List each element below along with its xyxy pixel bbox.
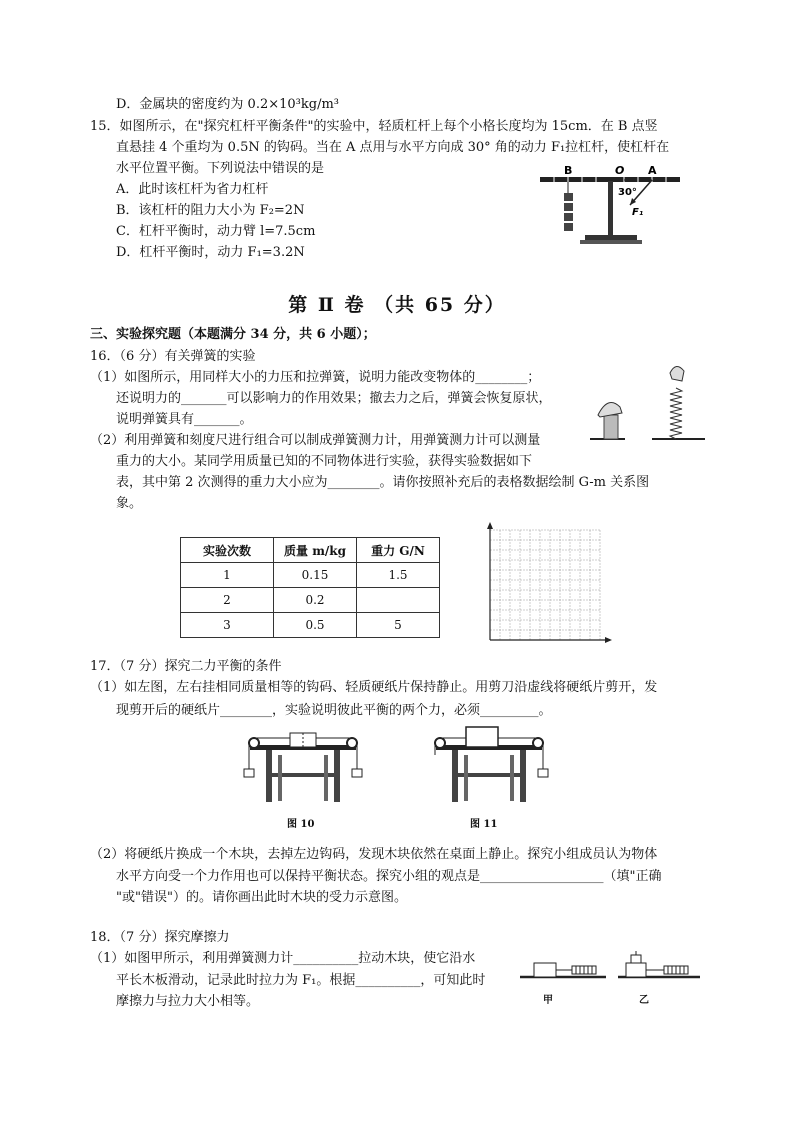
table-cell: 2 (181, 588, 274, 613)
q18-p1-line1: （1）如图甲所示，利用弹簧测力计__________拉动木块，使它沿水 (90, 951, 476, 966)
label-F1: F₁ (632, 207, 644, 218)
data-table (180, 537, 440, 638)
q17-p1-line2: 现剪开后的硬纸片________，实验说明彼此平衡的两个力，必须_________。 (116, 703, 552, 718)
spring-figure (590, 365, 710, 445)
q15-option-a: A．此时该杠杆为省力杠杆 (116, 182, 269, 197)
figure-11 (424, 733, 554, 813)
table-cell (357, 588, 440, 613)
q16-heading: 16．（6 分）有关弹簧的实验 (90, 349, 256, 364)
label-B: B (564, 164, 573, 177)
q17-p2-line3: "或"错误"）的。请你画出此时木块的受力示意图。 (116, 890, 407, 905)
q15-stem-line2: 直悬挂 4 个重均为 0.5N 的钩码。当在 A 点用与水平方向成 30° 角的动力 F₁拉杠杆，使杠杆在 (116, 140, 670, 155)
q18-p1-line3: 摩擦力与拉力大小相等。 (116, 994, 260, 1009)
q16-p2-line2: 重力的大小。某同学用质量已知的不同物体进行实验，获得实验数据如下 (116, 454, 533, 469)
figure-10 (238, 733, 368, 813)
figure-10-caption: 图 10 (287, 819, 315, 830)
section-title: 第 Ⅱ 卷 （共 65 分） (288, 294, 506, 316)
table-row (181, 563, 440, 588)
q14-option-d: D．金属块的密度约为 0.2×10³kg/m³ (116, 97, 339, 112)
table-cell: 3 (181, 613, 274, 638)
q17-heading: 17．（7 分）探究二力平衡的条件 (90, 659, 282, 674)
q15-stem-line3: 水平位置平衡。下列说法中错误的是 (116, 161, 325, 176)
figure-jia-caption: 甲 (543, 995, 553, 1006)
q16-p2-line3: 表，其中第 2 次测得的重力大小应为________。请你按照补充后的表格数据绘制 G-m 关系图 (116, 475, 650, 490)
q16-p2-line4: 象。 (116, 496, 143, 511)
blank-graph-grid (484, 522, 614, 647)
part3-heading: 三、实验探究题（本题满分 34 分，共 6 小题）； (90, 327, 376, 342)
q16-p2-line1: （2）利用弹簧和刻度尺进行组合可以制成弹簧测力计，用弹簧测力计可以测量 (90, 433, 541, 448)
label-A: A (648, 164, 657, 177)
q16-p1-line2: 还说明力的_______可以影响力的作用效果；撤去力之后，弹簧会恢复原状， (116, 391, 552, 406)
q15-option-b: B．该杠杆的阻力大小为 F₂=2N (116, 203, 305, 218)
table-header: 实验次数 (181, 538, 274, 563)
q15-stem-line1: 15．如图所示，在"探究杠杆平衡条件"的实验中，轻质杠杆上每个小格长度均为 15cm．在 B 点竖 (90, 119, 658, 134)
figure-11-caption: 图 11 (470, 819, 498, 830)
q18-p1-line2: 平长木板滑动，记录此时拉力为 F₁。根据__________，可知此时 (116, 973, 486, 988)
label-O: O (615, 164, 625, 177)
q18-heading: 18．（7 分）探究摩擦力 (90, 930, 230, 945)
q17-p2-line1: （2）将硬纸片换成一个木块，去掉左边钩码，发现木块依然在桌面上静止。探究小组成员认为物体 (90, 847, 658, 862)
table-header: 重力 G/N (357, 538, 440, 563)
table-header-row (181, 538, 440, 563)
q16-p1-line1: （1）如图所示，用同样大小的力压和拉弹簧，说明力能改变物体的________； (90, 370, 541, 385)
q16-p1-line3: 说明弹簧具有_______。 (116, 412, 253, 427)
lever-figure (540, 163, 690, 255)
figure-yi-caption: 乙 (639, 995, 649, 1006)
table-cell: 0.2 (274, 588, 357, 613)
q17-p1-line1: （1）如左图，左右挂相同质量相等的钩码、轻质硬纸片保持静止。用剪刀沿虚线将硬纸片剪开，发 (90, 680, 658, 695)
table-cell: 1.5 (357, 563, 440, 588)
table-cell: 0.15 (274, 563, 357, 588)
table-row (181, 588, 440, 613)
table-cell: 1 (181, 563, 274, 588)
friction-figure (520, 945, 700, 987)
table-row (181, 613, 440, 638)
label-angle: 30° (618, 187, 637, 198)
table-cell: 0.5 (274, 613, 357, 638)
table-header: 质量 m/kg (274, 538, 357, 563)
q17-p2-line2: 水平方向受一个力作用也可以保持平衡状态。探究小组的观点是___________________（填"正确 (116, 869, 662, 884)
q15-option-c: C．杠杆平衡时，动力臂 l=7.5cm (116, 224, 316, 239)
q15-option-d: D．杠杆平衡时，动力 F₁=3.2N (116, 245, 305, 260)
table-cell: 5 (357, 613, 440, 638)
